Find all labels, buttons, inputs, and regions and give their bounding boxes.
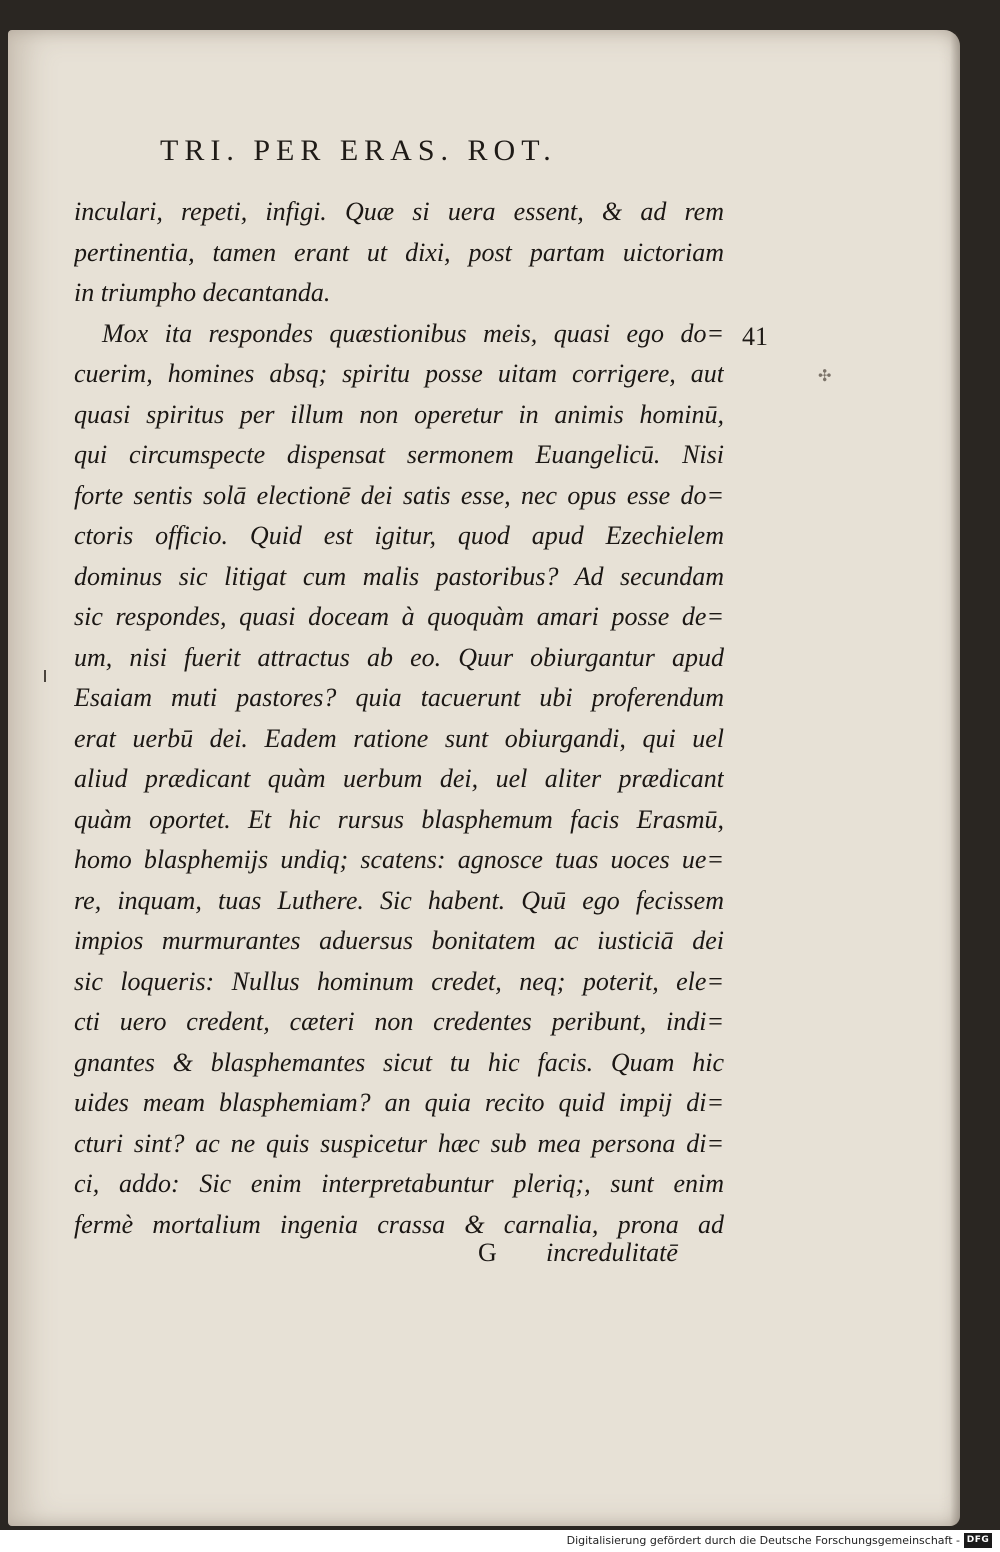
text-line: pertinentia, tamen erant ut dixi, post partam uictoriam (74, 237, 724, 267)
body-text (74, 192, 724, 1245)
text-line: aliud prædicant quàm uerbum dei, uel aliter prædicant (74, 764, 724, 793)
text-line: erat uerbū dei. Eadem ratione sunt obiurgandi, qui uel (74, 723, 724, 753)
text-line: Mox ita respondes quæstionibus meis, quasi ego do= (102, 318, 724, 348)
text-line: in triumpho decantanda. (74, 278, 331, 307)
running-head: TRI. PER ERAS. ROT. (160, 134, 557, 167)
text-line: cti uero credent, cæteri non credentes peribunt, indi= (74, 1007, 724, 1036)
text-line: um, nisi fuerit attractus ab eo. Quur obiurgantur apud (74, 642, 724, 672)
folio-number: 41 (742, 322, 768, 351)
text-line: re, inquam, tuas Luthere. Sic habent. Quū ego fecissem (74, 885, 724, 915)
page-edge (950, 30, 960, 1526)
catchword: incredulitatē (546, 1238, 678, 1267)
text-line: quasi spiritus per illum non operetur in animis hominū, (74, 399, 724, 429)
text-line: fermè mortalium ingenia crassa & carnalia, prona ad (74, 1209, 724, 1239)
text-line: homo blasphemijs undiq; scatens: agnosce tuas uoces ue= (74, 845, 724, 874)
text-line: sic respondes, quasi doceam à quoquàm amari posse de= (74, 602, 724, 631)
text-line: dominus sic litigat cum malis pastoribus? Ad secundam (74, 561, 724, 591)
margin-mark: ✣ (818, 368, 832, 385)
text-line: Esaiam muti pastores? quia tacuerunt ubi proferendum (74, 683, 724, 712)
text-line: cturi sint? ac ne quis suspicetur hæc sub mea persona di= (74, 1128, 724, 1158)
footer-bar (0, 1530, 1000, 1552)
dfg-logo-icon: DFG (964, 1533, 992, 1548)
text-line: ctoris officio. Quid est igitur, quod apud Ezechielem (74, 521, 724, 550)
text-line: quàm oportet. Et hic rursus blasphemum facis Erasmū, (74, 804, 724, 834)
text-line: ci, addo: Sic enim interpretabuntur pleriq;, sunt enim (74, 1169, 724, 1198)
text-line: cuerim, homines absq; spiritu posse uitam corrigere, aut (74, 359, 724, 388)
text-line: impios murmurantes aduersus bonitatem ac iusticiā dei (74, 926, 724, 955)
text-line: inculari, repeti, infigi. Quæ si uera essent, & ad rem (74, 197, 724, 226)
text-line: forte sentis solā electionē dei satis esse, nec opus esse do= (74, 480, 724, 510)
margin-tick (44, 670, 46, 682)
text-line: qui circumspecte dispensat sermonem Euangelicū. Nisi (74, 440, 724, 469)
signature-mark: G (478, 1238, 497, 1267)
text-line: sic loqueris: Nullus hominum credet, neq; poterit, ele= (74, 966, 724, 996)
funding-credit: Digitalisierung gefördert durch die Deutsche Forschungsgemeinschaft - (566, 1534, 960, 1547)
text-line: uides meam blasphemiam? an quia recito quid impij di= (74, 1088, 724, 1117)
text-line: gnantes & blasphemantes sicut tu hic facis. Quam hic (74, 1047, 724, 1077)
